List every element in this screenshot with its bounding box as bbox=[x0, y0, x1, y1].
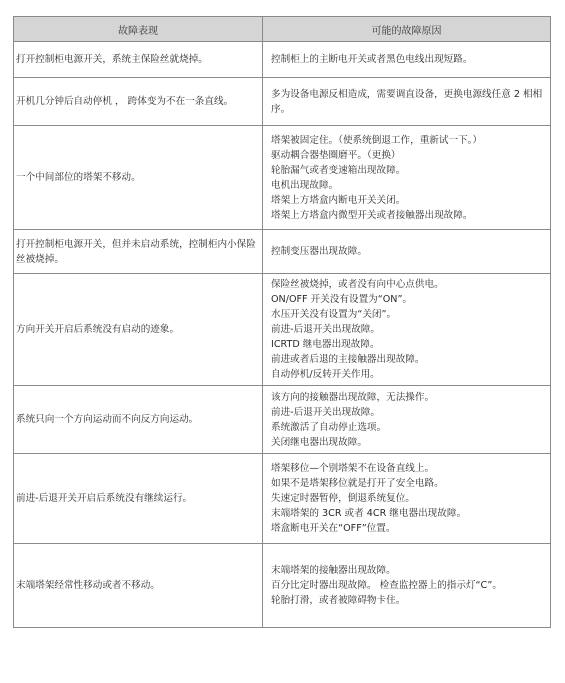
table-row bbox=[14, 78, 551, 126]
table-row bbox=[14, 454, 551, 544]
table-row bbox=[14, 386, 551, 454]
cause-cell bbox=[263, 78, 551, 126]
symptom-cell: 开机几分钟后自动停机 ， 跨体变为不在一条直线。 bbox=[14, 78, 263, 126]
symptom-cell: 系统只向一个方向运动而不向反方向运动。 bbox=[14, 386, 263, 454]
cause-line: 如果不是塔架移位就是打开了安全电路。 bbox=[271, 478, 444, 489]
cause-line: 轮胎漏气或者变速箱出现故障。 bbox=[271, 164, 406, 176]
cause-line: 水压开关没有设置为“关闭”。 bbox=[271, 309, 397, 320]
cause-line: 末端塔架的 3CR 或者 4CR 继电器出现故障。 bbox=[271, 508, 467, 519]
symptom-cell: 方向开关开启后系统没有启动的迹象。 bbox=[14, 274, 263, 386]
table-row bbox=[14, 274, 551, 386]
table-row bbox=[14, 126, 551, 230]
cause-cell bbox=[263, 126, 551, 230]
cause-line: 保险丝被烧掉，或者没有向中心点供电。 bbox=[271, 279, 444, 290]
cause-line: ON/OFF 开关没有设置为“ON”。 bbox=[271, 294, 413, 305]
cause-cell bbox=[263, 230, 551, 274]
cause-line: 塔盒断电开关在“OFF”位置。 bbox=[271, 523, 396, 534]
symptom-cell: 一个中间部位的塔架不移动。 bbox=[14, 126, 263, 230]
table-row bbox=[14, 230, 551, 274]
cause-line: 塔架上方塔盒内断电开关关闭。 bbox=[271, 194, 406, 206]
cause-line: ICRTD 继电器出现故障。 bbox=[271, 339, 380, 350]
cause-line: 塔架被固定住。（使系统倒退工作，重新试一下。） bbox=[271, 134, 483, 146]
cause-line: 控制柜上的主断电开关或者黑色电线出现短路。 bbox=[271, 54, 473, 65]
cause-line: 百分比定时器出现故障。 检查监控器上的指示灯“C”。 bbox=[271, 580, 502, 591]
table-row bbox=[14, 42, 551, 78]
cause-line: 电机出现故障。 bbox=[271, 179, 339, 191]
header-symptom: 故障表现 bbox=[14, 17, 263, 42]
fault-table-container bbox=[13, 16, 550, 628]
symptom-cell: 前进-后退开关开启后系统没有继续运行。 bbox=[14, 454, 263, 544]
cause-line: 关闭继电器出现故障。 bbox=[271, 436, 367, 448]
cause-line: 自动停机/反转开关作用。 bbox=[271, 369, 380, 380]
header-cause: 可能的故障原因 bbox=[263, 17, 551, 42]
cause-cell bbox=[263, 544, 551, 628]
symptom-cell: 末端塔架经常性移动或者不移动。 bbox=[14, 544, 263, 628]
cause-cell bbox=[263, 454, 551, 544]
table-header-row bbox=[14, 17, 551, 42]
cause-line: 失速定时器暂停，倒退系统复位。 bbox=[271, 493, 415, 504]
symptom-cell: 打开控制柜电源开关，但并未启动系统，控制柜内小保险丝被烧掉。 bbox=[14, 230, 263, 274]
cause-line: 多为设备电源反相造成，需要调直设备，更换电源线任意 2 相相序。 bbox=[271, 88, 543, 115]
cause-line: 前进-后退开关出现故障。 bbox=[271, 324, 380, 335]
cause-line: 塔架上方塔盒内微型开关或者接触器出现故障。 bbox=[271, 209, 473, 221]
cause-line: 末端塔架的接触器出现故障。 bbox=[271, 565, 396, 576]
table-row bbox=[14, 544, 551, 628]
cause-cell bbox=[263, 42, 551, 78]
cause-cell bbox=[263, 274, 551, 386]
cause-cell bbox=[263, 386, 551, 454]
cause-line: 驱动耦合器垫圈磨平。（更换） bbox=[271, 149, 401, 161]
cause-line: 前进或者后退的主接触器出现故障。 bbox=[271, 354, 425, 365]
cause-line: 该方向的接触器出现故障，无法操作。 bbox=[271, 391, 435, 403]
cause-line: 前进-后退开关出现故障。 bbox=[271, 406, 380, 418]
fault-table bbox=[13, 16, 551, 628]
cause-line: 塔架移位—个别塔架不在设备直线上。 bbox=[271, 463, 435, 474]
symptom-cell: 打开控制柜电源开关，系统主保险丝就烧掉。 bbox=[14, 42, 263, 78]
table-body bbox=[14, 42, 551, 628]
cause-line: 轮胎打滑，或者被障碍物卡住。 bbox=[271, 595, 406, 606]
cause-line: 控制变压器出现故障。 bbox=[271, 246, 367, 257]
cause-line: 系统激活了自动停止选项。 bbox=[271, 421, 387, 433]
